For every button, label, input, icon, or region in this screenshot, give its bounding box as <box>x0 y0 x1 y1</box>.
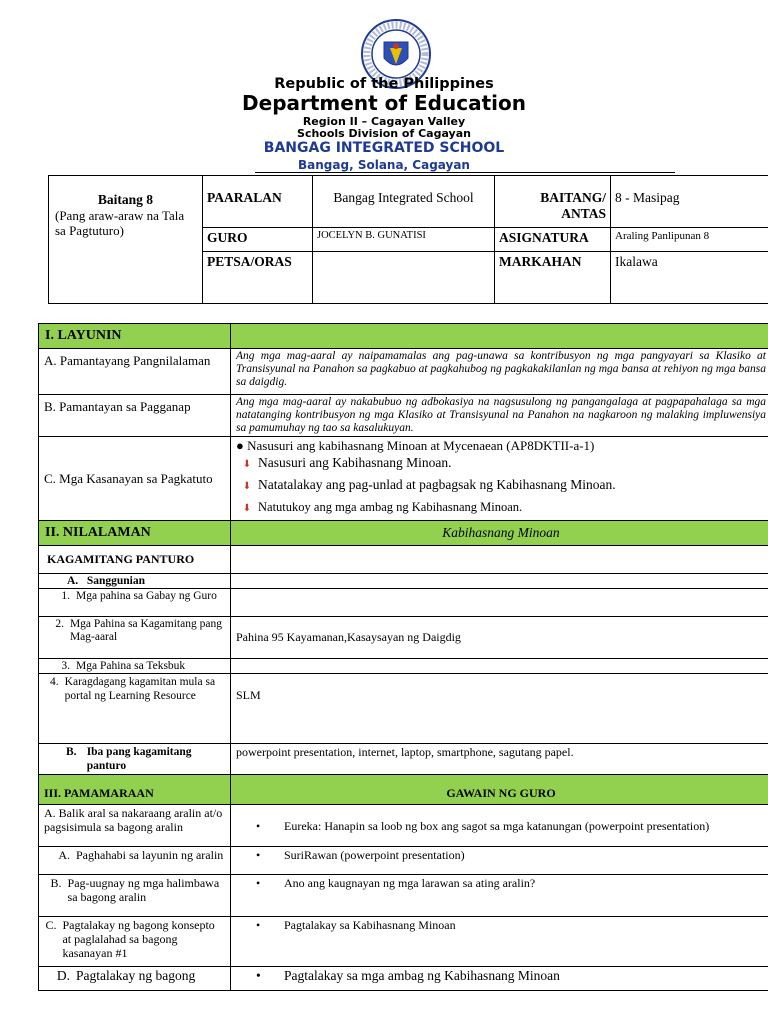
pamantayan-sa-pagganap-label: B. Pamantayan sa Pagganap <box>39 395 231 437</box>
pagtalakay-1-value: • Pagtalakay sa Kabihasnang Minoan <box>231 917 768 967</box>
paaralan-label: PAARALAN <box>203 176 313 228</box>
pamantayan-sa-pagganap-value: Ang mga mag-aaral ay nakabubuo ng adbokasiya na nagsusulong ng pangangalaga at pagpapahalaga sa mga natatanging kontribusyon ng mga Klasiko at Transisyunal na Panahon na nagkaroon ng malaking impluwensiya sa pamumuhay ng tao sa kasalukuyan. <box>231 395 768 437</box>
sanggunian-value <box>231 574 768 589</box>
baitang-value: 8 - Masipag <box>611 176 768 228</box>
school-address: Bangag, Solana, Cagayan <box>298 158 470 172</box>
info-table <box>48 175 768 304</box>
guro-label: GURO <box>203 228 313 252</box>
kagamitang-panturo-label: KAGAMITANG PANTURO <box>39 546 231 574</box>
baitang-label: BAITANG/ ANTAS <box>495 176 611 228</box>
kasanayan-label: C. Mga Kasanayan sa Pagkatuto <box>39 437 231 521</box>
asignatura-value: Araling Panlipunan 8 <box>611 228 768 252</box>
paghahabi-value: • SuriRawan (powerpoint presentation) <box>231 847 768 875</box>
pag-uugnay-value: • Ano ang kaugnayan ng mga larawan sa ating aralin? <box>231 875 768 917</box>
sanggunian-item-4-value: SLM <box>231 674 768 744</box>
layunin-title-blank <box>231 324 768 349</box>
asignatura-label: ASIGNATURA <box>495 228 611 252</box>
grade-label: Baitang 8 <box>97 192 154 207</box>
division-name: Schools Division of Cagayan <box>297 127 471 140</box>
sanggunian-item-3: 3. Mga Pahina sa Teksbuk <box>39 659 231 674</box>
pag-uugnay-label: B. Pag-uugnay ng mga halimbawa sa bagong aralin <box>39 875 231 917</box>
petsa-value <box>313 252 495 304</box>
pamamaraan-title: III. PAMAMARAAN <box>39 775 231 805</box>
nilalaman-title: II. NILALAMAN <box>39 521 231 546</box>
sanggunian-label: A. Sanggunian <box>39 574 231 589</box>
arrow-down-icon: ⬇ <box>242 459 252 470</box>
markahan-label: MARKAHAN <box>495 252 611 304</box>
bullet-icon: • <box>256 918 261 932</box>
kasanayan-item: ⬇ Natutukoy ang mga ambag ng Kabihasnang Minoan. <box>236 497 766 519</box>
arrow-down-icon: ⬇ <box>242 503 252 514</box>
pagtalakay-1-label: C. Pagtalakay ng bagong konsepto at paglalahad sa bagong kasanayan #1 <box>39 917 231 967</box>
kagamitang-panturo-value <box>231 546 768 574</box>
balik-aral-value: • Eureka: Hanapin sa loob ng box ang sagot sa mga katanungan (powerpoint presentation) <box>231 805 768 847</box>
department-name: Department of Education <box>242 91 526 115</box>
sanggunian-item-4: 4. Karagdagang kagamitan mula sa portal ng Learning Resource <box>39 674 231 744</box>
nilalaman-value: Kabihasnang Minoan <box>231 521 768 546</box>
country-name: Republic of the Philippines <box>274 76 494 92</box>
bullet-icon: • <box>256 968 261 983</box>
balik-aral-label: A. Balik aral sa nakaraang aralin at/o pagsisimula sa bagong aralin <box>39 805 231 847</box>
sanggunian-item-2: 2. Mga Pahina sa Kagamitang pang Mag-aaral <box>39 617 231 659</box>
markahan-value: Ikalawa <box>611 252 768 304</box>
layunin-title: I. LAYUNIN <box>39 324 231 349</box>
header-divider <box>255 172 675 173</box>
bullet-icon: • <box>256 819 261 833</box>
lesson-plan-table <box>38 323 768 786</box>
bullet-icon: • <box>256 848 261 862</box>
region-name: Region II – Cagayan Valley <box>302 115 466 128</box>
pamamaraan-table <box>38 774 768 991</box>
grade-cell <box>49 176 203 304</box>
pagtalakay-2-value: • Pagtalakay sa mga ambag ng Kabihasnang Minoan <box>231 967 768 991</box>
sanggunian-item-3-value <box>231 659 768 674</box>
pamantayang-pangnilalaman-value: Ang mga mag-aaral ay naipamamalas ang pag-unawa sa kontribusyon ng mga pangyayari sa Klasiko at Transisyunal na Panahon sa pagkabuo at pagkahubog ng pagkakakilanlan ng mga bansa at rehiyon ng mga bansa sa daigdig. <box>231 349 768 395</box>
school-name: BANGAG INTEGRATED SCHOOL <box>263 140 505 156</box>
sanggunian-item-1-value <box>231 589 768 617</box>
paghahabi-label: A. Paghahabi sa layunin ng aralin <box>39 847 231 875</box>
grade-description: (Pang araw-araw na Tala sa Pagtuturo) <box>55 208 185 238</box>
sanggunian-item-1: 1. Mga pahina sa Gabay ng Guro <box>39 589 231 617</box>
kasanayan-value <box>231 437 768 521</box>
arrow-down-icon: ⬇ <box>242 481 252 492</box>
petsa-label: PETSA/ORAS <box>203 252 313 304</box>
pamantayang-pangnilalaman-label: A. Pamantayang Pangnilalaman <box>39 349 231 395</box>
guro-value: JOCELYN B. GUNATISI <box>313 228 495 252</box>
iba-pang-kagamitan-value: powerpoint presentation, internet, laptop, smartphone, sagutang papel. <box>231 744 768 786</box>
kasanayan-item: ⬇ Natatalakay ang pag-unlad at pagbagsak ng Kabihasnang Minoan. <box>236 475 766 497</box>
kasanayan-item: ⬇ Nasusuri ang Kabihasnang Minoan. <box>236 453 766 475</box>
pagtalakay-2-label: D. Pagtalakay ng bagong <box>39 967 231 991</box>
sanggunian-item-2-value: Pahina 95 Kayamanan,Kasaysayan ng Daigdig <box>231 617 768 659</box>
paaralan-value: Bangag Integrated School <box>313 176 495 228</box>
gawain-ng-guro-header: GAWAIN NG GURO <box>231 775 768 805</box>
bullet-icon: • <box>256 876 261 890</box>
kasanayan-main: ● Nasusuri ang kabihasnang Minoan at Mycenaean (AP8DKTII-a-1) <box>236 438 595 453</box>
iba-pang-kagamitan-label: B. Iba pang kagamitang panturo <box>39 744 231 786</box>
